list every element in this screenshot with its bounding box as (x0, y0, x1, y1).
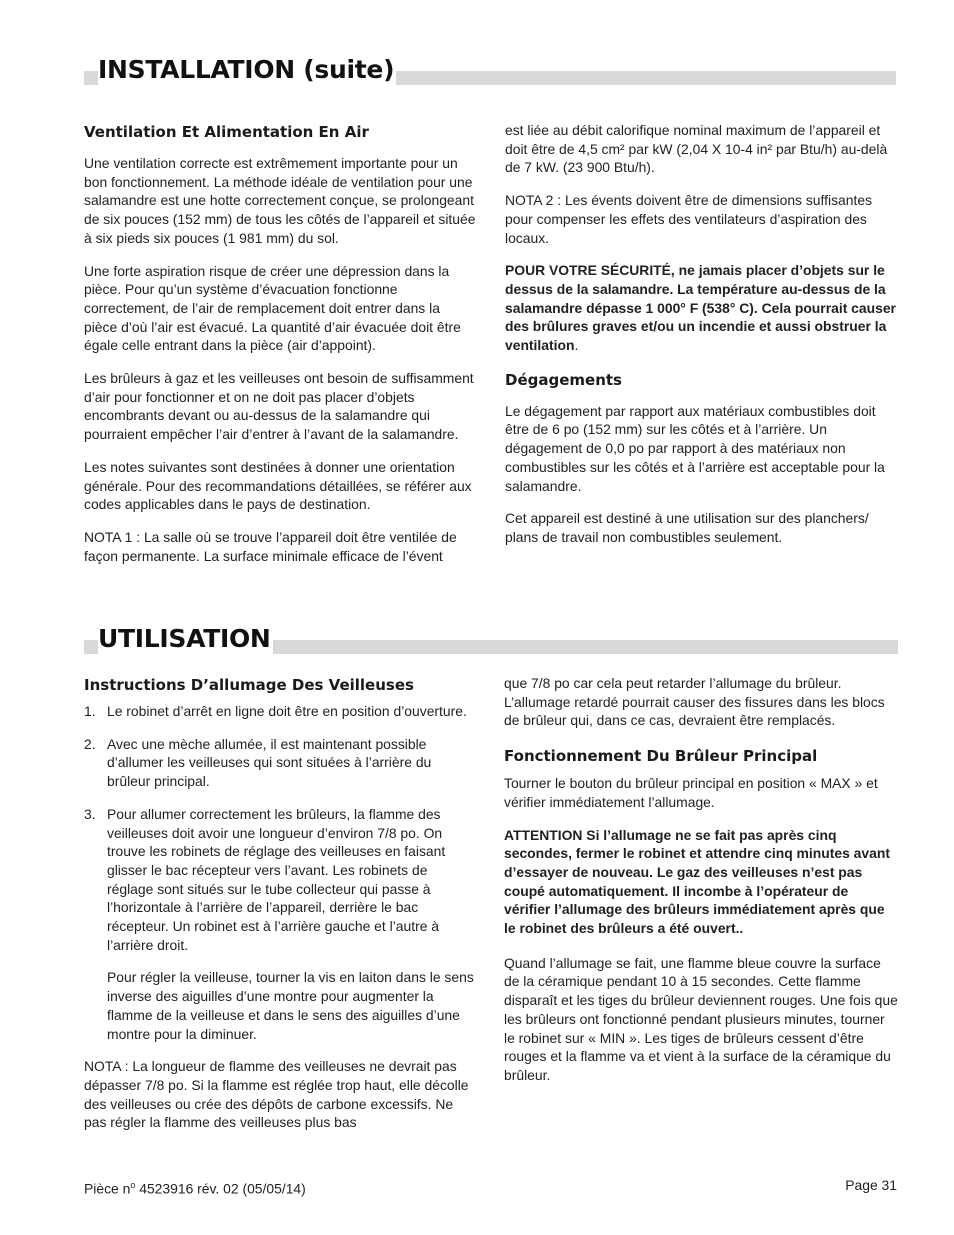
paragraph: Tourner le bouton du brûleur principal en position « MAX » et vérifier immédiatement l’allumage. (504, 775, 878, 810)
list-item-text: Pour allumer correctement les brûleurs, la flamme des veilleuses doit avoir une longueur d’environ 7/8 po. On trouve les robinets de réglage des veilleuses en faisant glisser le bac récepteur vers l’avant. Les robinets de réglage sont situés sur le tube collecteur qui passe à l’horizontale à l’arrière de l’appareil, derrière le bac récepteur. Un robinet est à l’arrière gauche et l’autre à l’arrière droit. (107, 805, 446, 953)
attention-warning: ATTENTION Si l’allumage ne se fait pas après cinq secondes, fermer le robinet et attendre cinq minutes avant d’essayer de nouveau. Le gaz des veilleuses n’est pas coupé automatiquement. Il incombe à l’opérateur de vérifier l’allumage des brûleurs immédiatement après que le robinet des brûleurs a été ouvert.. (504, 826, 890, 937)
list-item (84, 702, 476, 721)
paragraph: Une forte aspiration risque de créer une dépression dans la pièce. Pour qu’un système d’évacuation fonctionne correctement, de l’air de remplacement doit entrer dans la pièce d’où l’air est évacué. La quantité d’air évacuée doit être égale celle entrant dans la pièce (air d’appoint). (84, 262, 461, 354)
utilisation-left-column (84, 676, 476, 1146)
footer-part-number (84, 1176, 306, 1198)
heading-instructions-allumage: Instructions D’allumage Des Veilleuses (84, 676, 414, 694)
paragraph: Le dégagement par rapport aux matériaux combustibles doit être de 6 po (152 mm) sur les côtés et à l’arrière. Un dégagement de 0,0 po par rapport à des matériaux non combustibles sur les côtés et à l’arrière est acceptable pour la salamandre. (505, 402, 885, 494)
paragraph: est liée au débit calorifique nominal maximum de l’appareil et doit être de 4,5 cm² par kW (2,04 X 10-4 in² par Btu/h) au-delà de 7 kW. (23 900 Btu/h). (505, 122, 888, 176)
lighting-steps-list (84, 702, 476, 1043)
list-number: 1. (84, 703, 96, 719)
paragraph: Cet appareil est destiné à une utilisation sur des planchers/ plans de travail non combustibles seulement. (505, 510, 869, 545)
section-title-installation: INSTALLATION (suite) (98, 55, 395, 84)
list-number: 2. (84, 735, 96, 752)
list-item (84, 805, 476, 1043)
safety-warning-bold: POUR VOTRE SÉCURITÉ, ne jamais placer d’objets sur le dessus de la salamandre. La température au-dessus de la salamandre dépasse 1 000° F (538° C). Cela pourrait causer des brûlures graves et/ou un incendie et aussi obstruer la ventilation (505, 262, 896, 354)
list-item-text: Avec une mèche allumée, il est maintenant possible d’allumer les veilleuses qui sont situées à l’arrière du brûleur principal. (107, 735, 432, 790)
list-item-text: Pour régler la veilleuse, tourner la vis en laiton dans le sens inverse des aiguilles d’une montre pour augmenter la flamme de la veilleuse et dans le sens des aiguilles d’une montre pour la diminuer. (107, 969, 474, 1042)
paragraph-note: NOTA : La longueur de flamme des veilleuses ne devrait pas dépasser 7/8 po. Si la flamme est réglée trop haut, elle décolle des veilleuses ou crée des dépôts de carbone excessifs. Ne pas régler la flamme des veilleuses plus bas (84, 1058, 469, 1131)
heading-degagements: Dégagements (505, 370, 622, 389)
paragraph: NOTA 1 : La salle où se trouve l’appareil doit être ventilée de façon permanente. La surface minimale efficace de l’évent (84, 528, 457, 564)
installation-left-column (84, 123, 476, 579)
safety-warning (505, 261, 898, 355)
footer-part-sup: o (130, 1180, 136, 1190)
paragraph: NOTA 2 : Les évents doivent être de dimensions suffisantes pour compenser les effets des ventilateurs d’aspiration des locaux. (505, 192, 873, 246)
installation-right-column (505, 121, 898, 561)
footer-part-prefix: Pièce n (84, 1180, 131, 1197)
footer-page-number: Page 31 (845, 1177, 897, 1193)
list-number: 3. (84, 805, 96, 822)
list-item (84, 735, 476, 791)
utilisation-right-column (504, 674, 898, 1099)
heading-ventilation: Ventilation Et Alimentation En Air (84, 123, 369, 141)
paragraph: Quand l’allumage se fait, une flamme bleue couvre la surface de la céramique pendant 10 à 15 secondes. Cette flamme disparaît et les tiges du brûleur deviennent rouges. Une fois que les brûleurs ont fonctionné pendant plusieurs minutes, tourner le robinet sur « MIN ». Les tiges de brûleurs cessent d’être rouges et la flamme va et vient à la surface de la céramique du brûleur. (504, 954, 898, 1083)
section-title-utilisation: UTILISATION (98, 624, 271, 653)
list-item-text: Le robinet d’arrêt en ligne doit être en position d’ouverture. (107, 703, 467, 719)
paragraph: Les notes suivantes sont destinées à donner une orientation générale. Pour des recommandations détaillées, se référer aux codes applicables dans le pays de destination. (84, 458, 472, 513)
paragraph: que 7/8 po car cela peut retarder l’allumage du brûleur. L’allumage retardé pourrait causer des fissures dans les blocs de brûleur qui, dans ce cas, devraient être remplacés. (504, 675, 885, 729)
safety-warning-end: . (574, 337, 579, 354)
footer-part-rest: 4523916 rév. 02 (05/05/14) (135, 1180, 306, 1197)
paragraph: Les brûleurs à gaz et les veilleuses ont besoin de suffisamment d’air pour fonctionner et on ne doit pas placer d’objets encombrants devant ou au-dessus de la salamandre qui pourraient empêcher l’air d’entrer à l’avant de la salamandre. (84, 370, 474, 443)
paragraph: Une ventilation correcte est extrêmement importante pour un bon fonctionnement. La méthode idéale de ventilation pour une salamandre est une hotte correctement conçue, se prolongeant de six pouces (152 mm) de tous les côtés de l’appareil et située à six pieds six pouces (1 981 mm) du sol. (84, 155, 476, 246)
heading-fonctionnement: Fonctionnement Du Brûleur Principal (504, 747, 818, 766)
